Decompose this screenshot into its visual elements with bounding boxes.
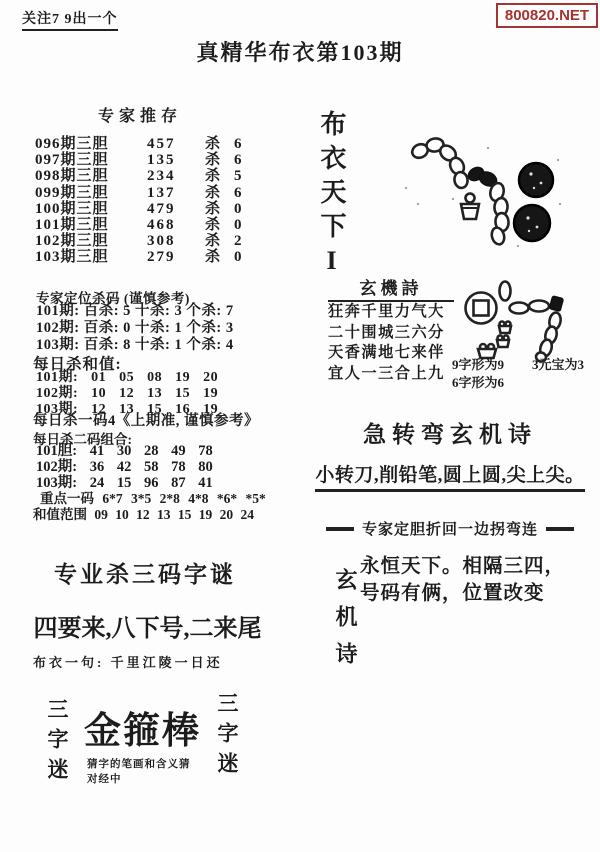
dan-cell: 457 <box>147 136 176 152</box>
site-badge: 800820.NET <box>496 3 598 28</box>
kill-label: 杀 <box>205 152 221 169</box>
kill-value: 0 <box>234 249 242 266</box>
sharp-turn-header: 急转弯玄机诗 <box>363 422 537 447</box>
kill-value: 6 <box>234 152 242 169</box>
kill-label: 杀 <box>205 217 221 234</box>
two-code-header: 每日杀二码组合: <box>33 432 132 447</box>
kill-three-code-riddle-header: 专业杀三码字谜 <box>54 562 236 587</box>
position-kill-row: 103期: 百杀: 8 十杀: 1 个杀: 4 <box>36 337 234 353</box>
period-cell: 098期三胆 <box>35 168 109 185</box>
period-cell: 102期三胆 <box>35 233 109 250</box>
kill-label: 杀 <box>205 168 221 185</box>
doodle-note: 9字形为9 <box>452 357 505 372</box>
bottom-poem-text <box>360 553 565 607</box>
sum-kill-header: 每日杀和值: <box>33 356 122 373</box>
note-line: 猜字的笔画和含义猜 <box>87 759 191 770</box>
position-kill-row: 102期: 百杀: 0 十杀: 1 个杀: 3 <box>36 320 234 336</box>
three-char-riddle-note <box>87 757 191 787</box>
expert-recommend-header: 专家推存 <box>97 108 182 125</box>
number-97-doodle-drawing <box>455 278 597 362</box>
dan-cell: 279 <box>147 249 176 266</box>
kill-label: 杀 <box>205 200 221 217</box>
divider-bar <box>546 527 574 531</box>
dan-cell: 468 <box>147 217 176 234</box>
table-row <box>35 217 275 233</box>
buyi-tianxia-vertical-title: 布衣天下I <box>317 110 346 283</box>
table-row <box>35 152 275 168</box>
table-row <box>35 136 275 152</box>
xuanji-poem-line: 二十围城三六分 <box>328 323 445 341</box>
kill-value: 0 <box>234 217 242 234</box>
bottom-poem-vertical-label: 玄机诗 <box>333 568 358 679</box>
sharp-turn-line-wrap <box>300 460 600 492</box>
dan-cell: 135 <box>147 152 176 169</box>
divider-bar <box>326 527 354 531</box>
attention-note: 关注7 9出一个 <box>22 8 118 31</box>
kill-value: 2 <box>234 233 242 250</box>
xuanji-poem-box <box>328 274 454 384</box>
daily-one-code-line: 每日杀一码4《上期准, 谨慎参考》 <box>33 413 259 429</box>
two-code-row: 103期: 24 15 96 87 41 <box>36 475 213 492</box>
two-code-row: 102期: 36 42 58 78 80 <box>36 459 213 476</box>
buyi-doodle-drawing <box>398 128 580 255</box>
doodle-notes <box>452 356 584 392</box>
expert-recommend-list <box>35 136 275 266</box>
key-one-code-line: 重点一码 6*7 3*5 2*8 4*8 *6* *5* <box>40 491 266 506</box>
period-cell: 096期三胆 <box>35 136 109 152</box>
buyi-sentence: 布衣一句: 千里江陵一日还 <box>33 655 223 670</box>
expert-divider <box>300 518 600 539</box>
dan-cell: 234 <box>147 168 176 185</box>
position-kill-row: 101期: 百杀: 5 十杀: 3 个杀: 7 <box>36 303 234 319</box>
kill-label: 杀 <box>205 249 221 266</box>
page-title: 真精华布衣第103期 <box>196 40 404 65</box>
doodle-note: 6字形为6 <box>452 375 505 390</box>
kill-value: 0 <box>234 200 242 217</box>
xuanji-poem-line: 狂奔千里力气大 <box>328 303 445 320</box>
table-row <box>35 201 275 217</box>
table-row <box>35 168 275 184</box>
xuanji-poem-line: 天香满地七来伴 <box>328 344 445 361</box>
xuanji-poem-header: 玄機詩 <box>328 274 454 302</box>
period-cell: 101期三胆 <box>35 217 109 234</box>
table-row <box>35 233 275 249</box>
three-char-riddle-right-label: 三字迷 <box>215 692 239 782</box>
sum-range-line: 和值范围 09 10 12 13 15 19 20 24 <box>33 507 254 522</box>
doodle-note: 3元宝为3 <box>532 357 585 372</box>
two-code-rows <box>36 443 213 492</box>
dan-cell: 479 <box>147 200 176 217</box>
sharp-turn-line: 小转刀,削铅笔,圆上圆,尖上尖。 <box>315 460 584 492</box>
period-cell: 100期三胆 <box>35 200 109 217</box>
note-line: 对经中 <box>87 774 122 785</box>
three-char-riddle-left-label: 三字迷 <box>45 698 69 788</box>
position-kill-header: 专家定位杀码 (谨慎参考) <box>36 291 190 306</box>
divider-label: 专家定胆折回一边拐弯连 <box>361 522 538 538</box>
table-row <box>35 249 275 265</box>
two-code-row: 101胆: 41 30 28 49 78 <box>36 443 213 459</box>
period-cell: 099期三胆 <box>35 184 109 201</box>
sum-kill-row: 103期: 12 13 15 16 19 <box>36 401 219 417</box>
bottom-poem-line: 号码有俩，位置改变 <box>360 583 545 604</box>
sum-kill-row: 102期: 10 12 13 15 19 <box>36 385 219 401</box>
period-cell: 103期三胆 <box>35 249 109 266</box>
kill-value: 5 <box>234 168 242 185</box>
kill-label: 杀 <box>205 233 221 250</box>
riddle-line: 四要来,八下号,二来尾 <box>33 616 262 642</box>
xuanji-poem-line: 宜人一三合上九 <box>328 364 445 382</box>
dan-cell: 308 <box>147 233 176 250</box>
kill-label: 杀 <box>205 184 221 201</box>
position-kill-rows <box>36 303 234 354</box>
kill-value: 6 <box>234 136 242 152</box>
kill-value: 6 <box>234 184 242 201</box>
three-char-riddle-answer: 金箍棒 <box>84 711 201 752</box>
period-cell: 097期三胆 <box>35 152 109 169</box>
bottom-poem-line: 永恒天下。相隔三四， <box>360 556 566 577</box>
sum-kill-row: 101期: 01 05 08 19 20 <box>36 370 219 385</box>
table-row <box>35 185 275 201</box>
kill-label: 杀 <box>205 136 221 152</box>
doodle-note-row <box>452 356 584 374</box>
dan-cell: 137 <box>147 184 176 201</box>
